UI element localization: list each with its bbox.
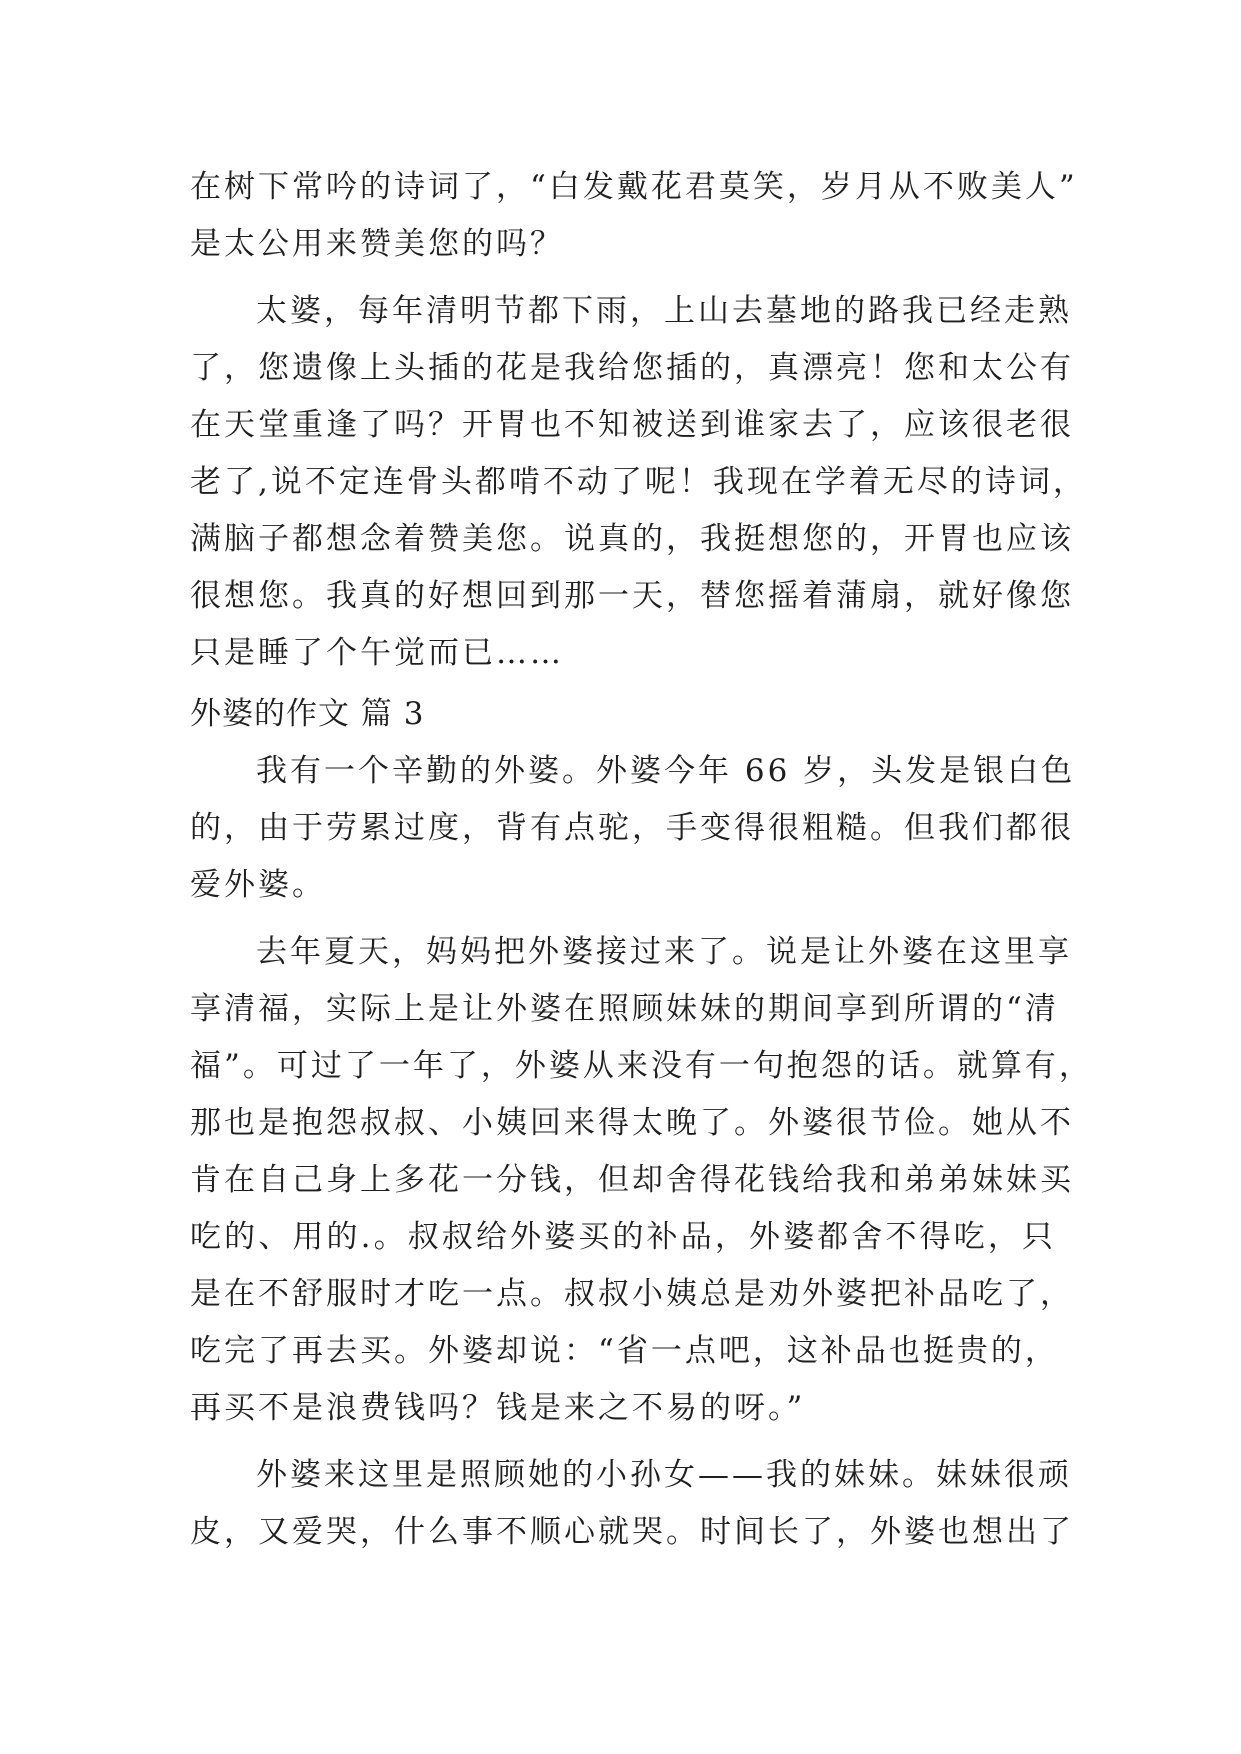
text-line: 的，由于劳累过度，背有点驼，手变得很粗糙。但我们都很 <box>190 810 1074 846</box>
text-line: 在天堂重逢了吗？开胃也不知被送到谁家去了，应该很老很 <box>190 407 1074 443</box>
text-line: 外婆来这里是照顾她的小孙女——我的妹妹。妹妹很顽 <box>256 1457 1072 1493</box>
text-line: 再买不是浪费钱吗？钱是来之不易的呀。” <box>190 1390 806 1426</box>
essay-body <box>190 159 1093 1561</box>
text-line: 肯在自己身上多花一分钱，但却舍得花钱给我和弟弟妹妹买 <box>190 1162 1074 1198</box>
text-line: 是在不舒服时才吃一点。叔叔小姨总是劝外婆把补品吃了， <box>190 1276 1074 1312</box>
text-line: 是太公用来赞美您的吗？ <box>190 226 564 262</box>
section-paragraph-2 <box>190 924 1093 1437</box>
text-line: 去年夏天，妈妈把外婆接过来了。说是让外婆在这里享 <box>256 934 1072 970</box>
text-line: 吃的、用的.。叔叔给外婆买的补品，外婆都舍不得吃，只 <box>190 1219 1056 1255</box>
text-line: 享清福，实际上是让外婆在照顾妹妹的期间享到所谓的“清 <box>190 991 1059 1027</box>
text-line: 太婆，每年清明节都下雨，上山去墓地的路我已经走熟 <box>256 293 1072 329</box>
text-line: 皮，又爱哭，什么事不顺心就哭。时间长了，外婆也想出了 <box>190 1514 1074 1550</box>
section-paragraph-1 <box>190 743 1076 914</box>
text-line: 那也是抱怨叔叔、小姨回来得太晚了。外婆很节俭。她从不 <box>190 1105 1074 1141</box>
text-line: 我有一个辛勤的外婆。外婆今年 66 岁，头发是银白色 <box>256 753 1076 789</box>
text-line: 吃完了再去买。外婆却说：“省一点吧，这补品也挺贵的， <box>190 1333 1059 1369</box>
text-line: 满脑子都想念着赞美您。说真的，我挺想您的，开胃也应该 <box>190 521 1074 557</box>
text-line: 了，您遗像上头插的花是我给您插的，真漂亮！您和太公有 <box>190 350 1074 386</box>
section-paragraph-3 <box>190 1447 1074 1561</box>
paragraph-1 <box>190 159 1078 273</box>
text-line: 福”。可过了一年了，外婆从来没有一句抱怨的话。就算有， <box>190 1048 1093 1084</box>
text-line: 在树下常吟的诗词了，“白发戴花君莫笑，岁月从不败美人” <box>190 169 1078 205</box>
text-line: 只是睡了个午觉而已…… <box>190 635 564 671</box>
text-line: 爱外婆。 <box>190 867 326 903</box>
text-line: 很想您。我真的好想回到那一天，替您摇着蒲扇，就好像您 <box>190 578 1074 614</box>
paragraph-2 <box>190 283 1087 682</box>
section-heading: 外婆的作文 篇 3 <box>190 696 425 732</box>
text-line: 老了,说不定连骨头都啃不动了呢！我现在学着无尽的诗词， <box>190 464 1087 500</box>
